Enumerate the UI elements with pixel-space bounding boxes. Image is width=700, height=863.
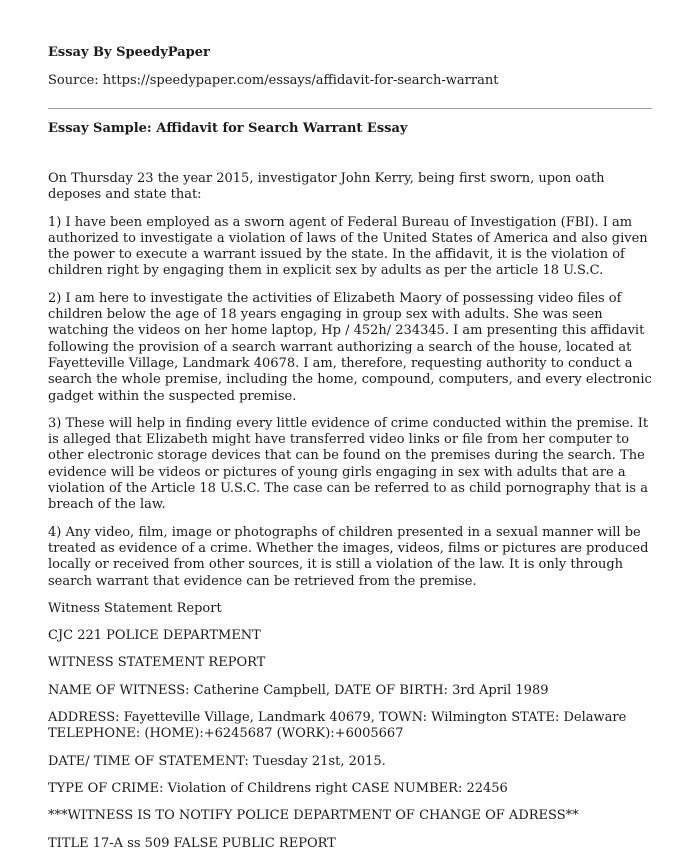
essay-title: Essay Sample: Affidavit for Search Warrant Essay [48, 121, 408, 136]
address-line: ADDRESS: Fayetteville Village, Landmark 40679, TOWN: Wilmington STATE: Delaware TELEPHONE: (HOME):+6245687 (WORK):+6005667 [48, 710, 627, 742]
report-title-line: WITNESS STATEMENT REPORT [48, 655, 266, 671]
essay-body [48, 171, 652, 863]
paragraph-4: 4) Any video, film, image or photographs of children presented in a sexual manner will be treated as evidence of a crime. Whether the images, videos, films or pictures are produced locally or received from other sources, it is still a violation of the law. It is only through search warrant that evidence can be retrieved from the premise. [48, 524, 649, 589]
paragraph-1: 1) I have been employed as a sworn agent of Federal Bureau of Investigation (FBI). I am authorized to investigate a violation of laws of the United States of America and also given the power to execute a warrant issued by the state. In the affidavit, it is the violation of children right by engaging them in explicit sex by adults as per the article 18 U.S.C. [48, 214, 648, 279]
document-header-title: Essay By SpeedyPaper [48, 45, 210, 60]
crime-type-line: TYPE OF CRIME: Violation of Childrens right CASE NUMBER: 22456 [48, 780, 508, 796]
notify-line: ***WITNESS IS TO NOTIFY POLICE DEPARTMENT OF CHANGE OF ADRESS** [48, 808, 579, 824]
department-line: CJC 221 POLICE DEPARTMENT [48, 628, 261, 644]
witness-name-line: NAME OF WITNESS: Catherine Campbell, DATE OF BIRTH: 3rd April 1989 [48, 682, 549, 698]
statement-date-line: DATE/ TIME OF STATEMENT: Tuesday 21st, 2015. [48, 753, 386, 769]
title-statute-line: TITLE 17-A ss 509 FALSE PUBLIC REPORT [48, 835, 336, 851]
paragraph-2: 2) I am here to investigate the activities of Elizabeth Maory of possessing video files of children below the age of 18 years engaging in group sex with adults. She was seen watching the videos on her home laptop, Hp / 452h/ 234345. I am presenting this affidavit following the provision of a search warrant authorizing a search of the house, located at Fayetteville Village, Landmark 40678. I am, therefore, requesting authority to conduct a search the whole premise, including the home, compound, computers, and every electronic gadget within the suspected premise. [48, 290, 652, 404]
paragraph-3: 3) These will help in finding every little evidence of crime conducted within the premise. It is alleged that Elizabeth might have transferred video links or file from her computer to other electronic storage devices that can be found on the premises during the search. The evidence will be videos or pictures of young girls engaging in sex with adults that are a violation of the Article 18 U.S.C. The case can be referred to as child pornography that is a breach of the law. [48, 415, 649, 513]
header-divider [48, 108, 652, 109]
witness-report-heading: Witness Statement Report [48, 600, 222, 616]
paragraph-intro: On Thursday 23 the year 2015, investigator John Kerry, being first sworn, upon oath deposes and state that: [48, 171, 605, 203]
source-line: Source: https://speedypaper.com/essays/affidavit-for-search-warrant [48, 73, 499, 88]
